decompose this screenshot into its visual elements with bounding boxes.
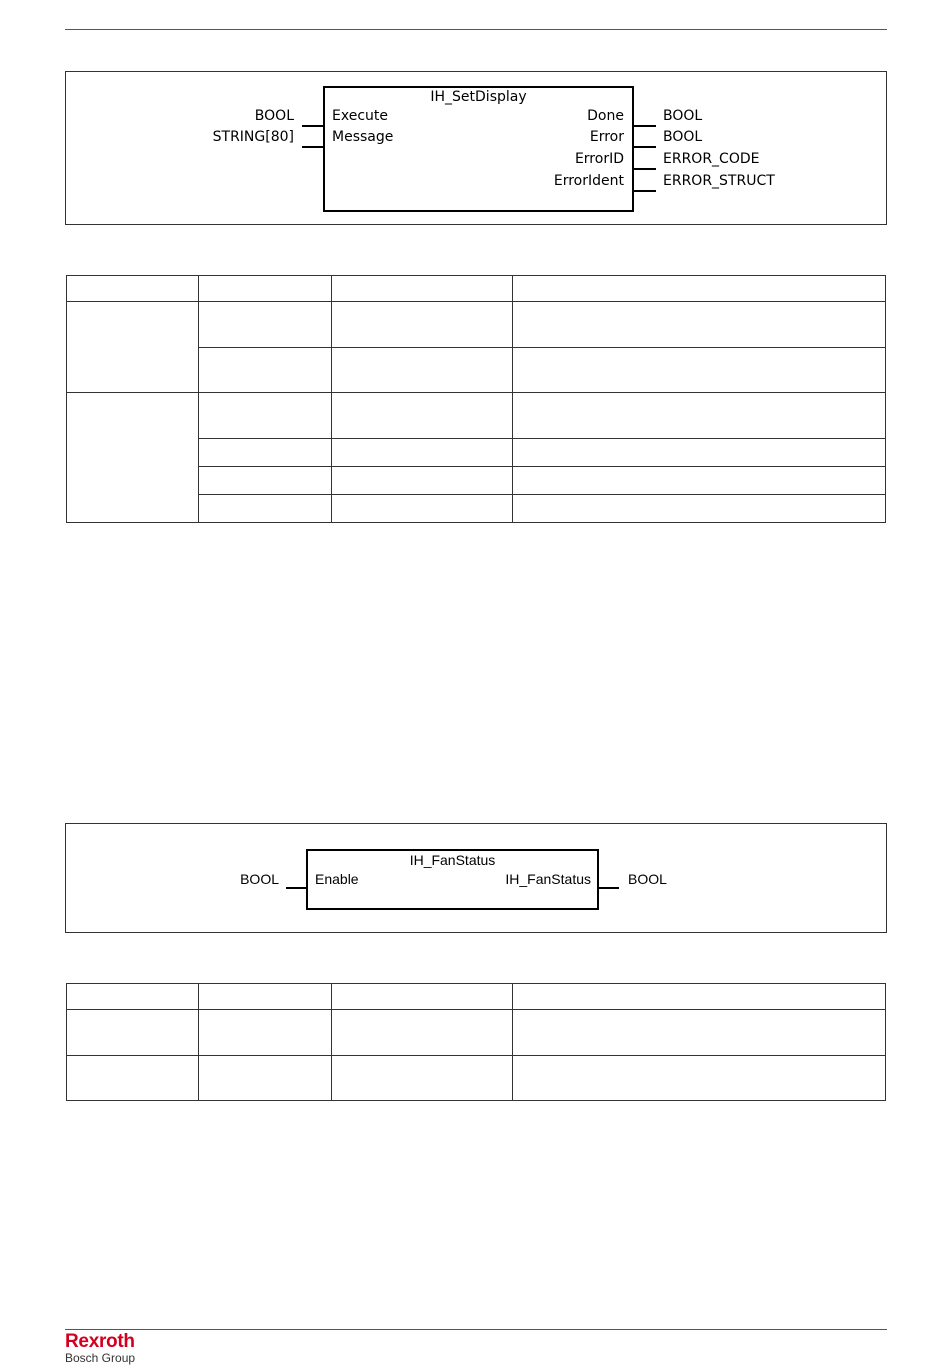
output-type-done: BOOL — [663, 108, 703, 124]
table-cell — [332, 439, 513, 467]
table-cell — [513, 348, 886, 393]
table-cell — [332, 984, 513, 1010]
table-cell — [67, 276, 199, 302]
rexroth-logo: Rexroth — [65, 1331, 135, 1352]
output-name-done: Done — [587, 108, 624, 124]
pin-errorident — [634, 190, 656, 192]
table-cell — [199, 495, 332, 523]
table-cell — [332, 495, 513, 523]
input-type-enable: BOOL — [240, 871, 279, 887]
table-row — [67, 1056, 886, 1101]
output-type-errorid: ERROR_CODE — [663, 151, 760, 167]
table-cell — [199, 348, 332, 393]
output-name-error: Error — [589, 129, 624, 145]
fanstatus-parameter-table — [66, 983, 886, 1101]
table-row — [67, 393, 886, 439]
output-name-fanstatus: IH_FanStatus — [505, 871, 591, 887]
output-type-error: BOOL — [663, 129, 703, 145]
table-cell — [67, 1010, 199, 1056]
table-header-row — [67, 276, 886, 302]
table-cell — [513, 467, 886, 495]
pin-done — [634, 125, 656, 127]
table-row — [67, 1010, 886, 1056]
footer-rule — [65, 1329, 887, 1330]
pin-execute — [302, 125, 324, 127]
table-cell — [513, 439, 886, 467]
table-cell — [199, 1010, 332, 1056]
table-cell — [513, 393, 886, 439]
table-cell — [199, 393, 332, 439]
pin-fanstatus — [599, 887, 619, 889]
input-type-execute: BOOL — [254, 108, 294, 124]
output-name-errorident: ErrorIdent — [553, 173, 624, 189]
table-cell — [199, 1056, 332, 1101]
input-name-execute: Execute — [332, 108, 388, 124]
input-name-enable: Enable — [315, 871, 359, 887]
table-cell — [332, 1010, 513, 1056]
input-type-message: STRING[80] — [212, 129, 294, 145]
pin-error — [634, 146, 656, 148]
table-cell — [332, 393, 513, 439]
table-cell — [513, 1010, 886, 1056]
table-cell — [67, 1056, 199, 1101]
output-type-errorident: ERROR_STRUCT — [663, 173, 775, 189]
table-cell — [199, 439, 332, 467]
input-name-message: Message — [332, 129, 394, 145]
table-row — [67, 302, 886, 348]
table-header-row — [67, 984, 886, 1010]
table-cell — [199, 984, 332, 1010]
table-cell — [513, 495, 886, 523]
table-cell — [67, 984, 199, 1010]
header-rule — [65, 29, 887, 30]
pin-enable — [286, 887, 306, 889]
table-cell — [332, 302, 513, 348]
output-type-fanstatus: BOOL — [628, 871, 667, 887]
table-cell — [332, 1056, 513, 1101]
table-cell — [513, 1056, 886, 1101]
pin-message — [302, 146, 324, 148]
table-cell — [513, 984, 886, 1010]
table-cell — [199, 302, 332, 348]
setdisplay-parameter-table — [66, 275, 886, 523]
table-cell — [67, 302, 199, 393]
table-cell — [332, 348, 513, 393]
table-cell — [332, 467, 513, 495]
table-cell — [513, 302, 886, 348]
table-cell — [199, 276, 332, 302]
table-cell — [67, 393, 199, 523]
table-cell — [199, 467, 332, 495]
bosch-group-label: Bosch Group — [65, 1351, 136, 1365]
table-cell — [332, 276, 513, 302]
pin-errorid — [634, 168, 656, 170]
fb-fanstatus-title: IH_FanStatus — [409, 852, 496, 868]
table-cell — [513, 276, 886, 302]
output-name-errorid: ErrorID — [574, 151, 624, 167]
fb-setdisplay-title: IH_SetDisplay — [430, 89, 527, 105]
